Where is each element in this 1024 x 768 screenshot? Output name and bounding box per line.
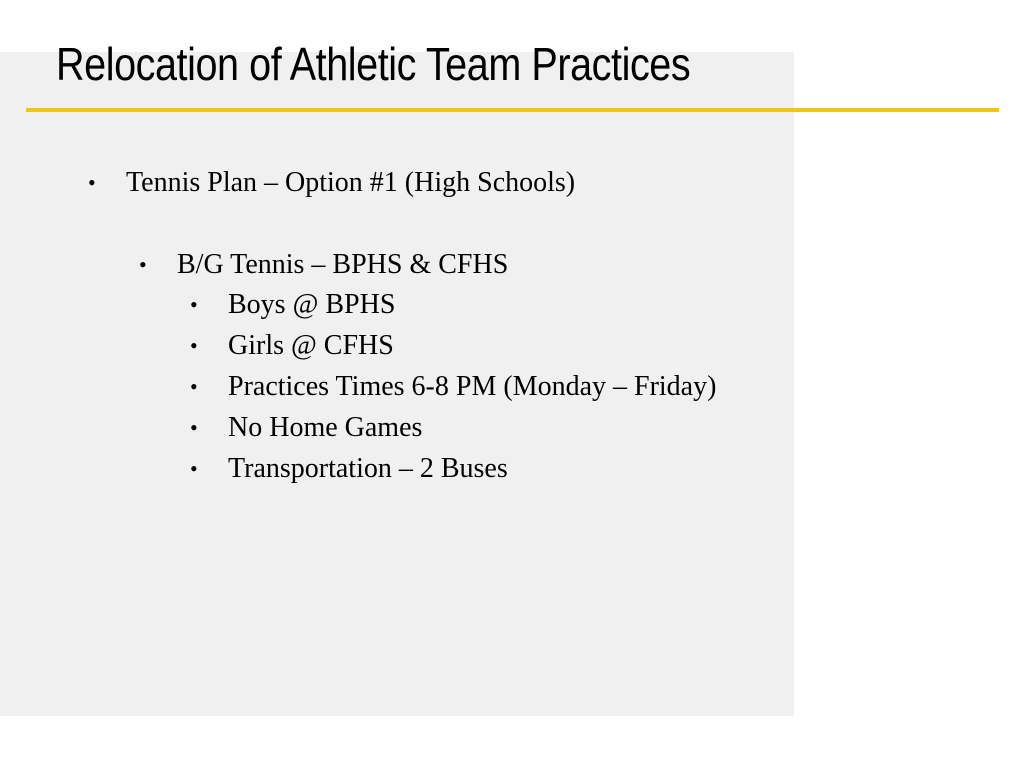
slide-title: Relocation of Athletic Team Practices — [56, 38, 691, 90]
bullet-item-level2 — [139, 248, 509, 282]
bullet-text: No Home Games — [228, 412, 423, 443]
bullet-item-level3 — [190, 329, 394, 363]
bullet-icon: • — [190, 415, 198, 440]
bullet-item-level3 — [190, 411, 423, 445]
bullet-text: Boys @ BPHS — [228, 289, 396, 320]
bullet-icon: • — [139, 252, 147, 277]
bullet-item-level1 — [88, 166, 576, 200]
bullet-text: Practices Times 6-8 PM (Monday – Friday) — [228, 371, 717, 402]
bullet-icon: • — [190, 292, 198, 317]
bullet-icon: • — [190, 333, 198, 358]
bullet-icon: • — [190, 456, 198, 481]
bullet-text: Transportation – 2 Buses — [228, 453, 508, 484]
title-underline — [26, 108, 999, 112]
bullet-icon: • — [88, 170, 96, 195]
bullet-item-level3 — [190, 370, 717, 404]
bullet-text: Girls @ CFHS — [228, 330, 394, 361]
bullet-item-level3 — [190, 288, 396, 322]
bullet-icon: • — [190, 374, 198, 399]
bullet-item-level3 — [190, 452, 508, 486]
bullet-text: B/G Tennis – BPHS & CFHS — [177, 249, 509, 280]
bullet-text: Tennis Plan – Option #1 (High Schools) — [126, 167, 576, 198]
